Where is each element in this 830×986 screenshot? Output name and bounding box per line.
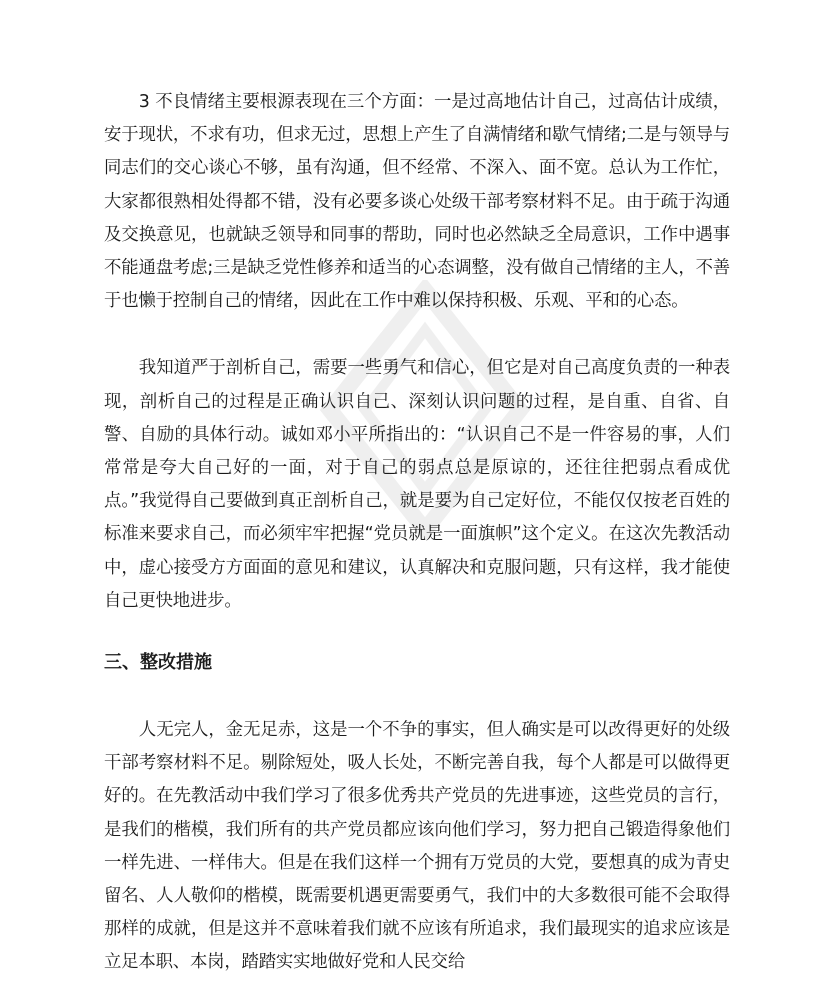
document-page — [104, 86, 730, 980]
section-heading-rectification: 三、整改措施 — [104, 652, 212, 674]
paragraph-negative-emotions: 3 不良情绪主要根源表现在三个方面：一是过高地估计自己，过高估计成绩，安于现状，不求有功，但求无过，思想上产生了自满情绪和歇气情绪;二是与领导与同志们的交心谈心不够，虽有沟通，但不经常、不深入、面不宽。总认为工作忙，大家都很熟相处得都不错，没有必要多谈心处级干部考察材料不足。由于疏于沟通及交换意见，也就缺乏领导和同事的帮助，同时也必然缺乏全局意识，工作中遇事不能通盘考虑;三是缺乏党性修养和适当的心态调整，没有做自己情绪的主人，不善于也懒于控制自己的情绪，因此在工作中难以保持积极、乐观、平和的心态。 — [104, 92, 730, 312]
paragraph-rectification: 人无完人，金无足赤，这是一个不争的事实，但人确实是可以改得更好的处级干部考察材料不足。剔除短处，吸人长处，不断完善自我，每个人都是可以做得更好的。在先教活动中我们学习了很多优秀共产党员的先进事迹，这些党员的言行，是我们的楷模，我们所有的共产党员都应该向他们学习，努力把自己锻造得象他们一样先进、一样伟大。但是在我们这样一个拥有万党员的大党，要想真的成为青史留名、人人敬仰的楷模，既需要机遇更需要勇气，我们中的大多数很可能不会取得那样的成就，但是这并不意味着我们就不应该有所追求，我们最现实的追求应该是立足本职、本岗，踏踏实实地做好党和人民交给 — [104, 720, 730, 973]
paragraph-self-analysis: 我知道严于剖析自己，需要一些勇气和信心，但它是对自己高度负责的一种表现，剖析自己的过程是正确认识自己、深刻认识问题的过程，是自重、自省、自警、自励的具体行动。诚如邓小平所指出的：“认识自己不是一件容易的事，人们常常是夸大自己好的一面，对于自己的弱点总是原谅的，还往往把弱点看成优点。”我觉得自己要做到真正剖析自己，就是要为自己定好位，不能仅仅按老百姓的标准来要求自己，而必须牢牢把握“党员就是一面旗帜”这个定义。在这次先教活动中，虚心接受方方面面的意见和建议，认真解决和克服问题，只有这样，我才能使自己更快地进步。 — [104, 358, 730, 611]
